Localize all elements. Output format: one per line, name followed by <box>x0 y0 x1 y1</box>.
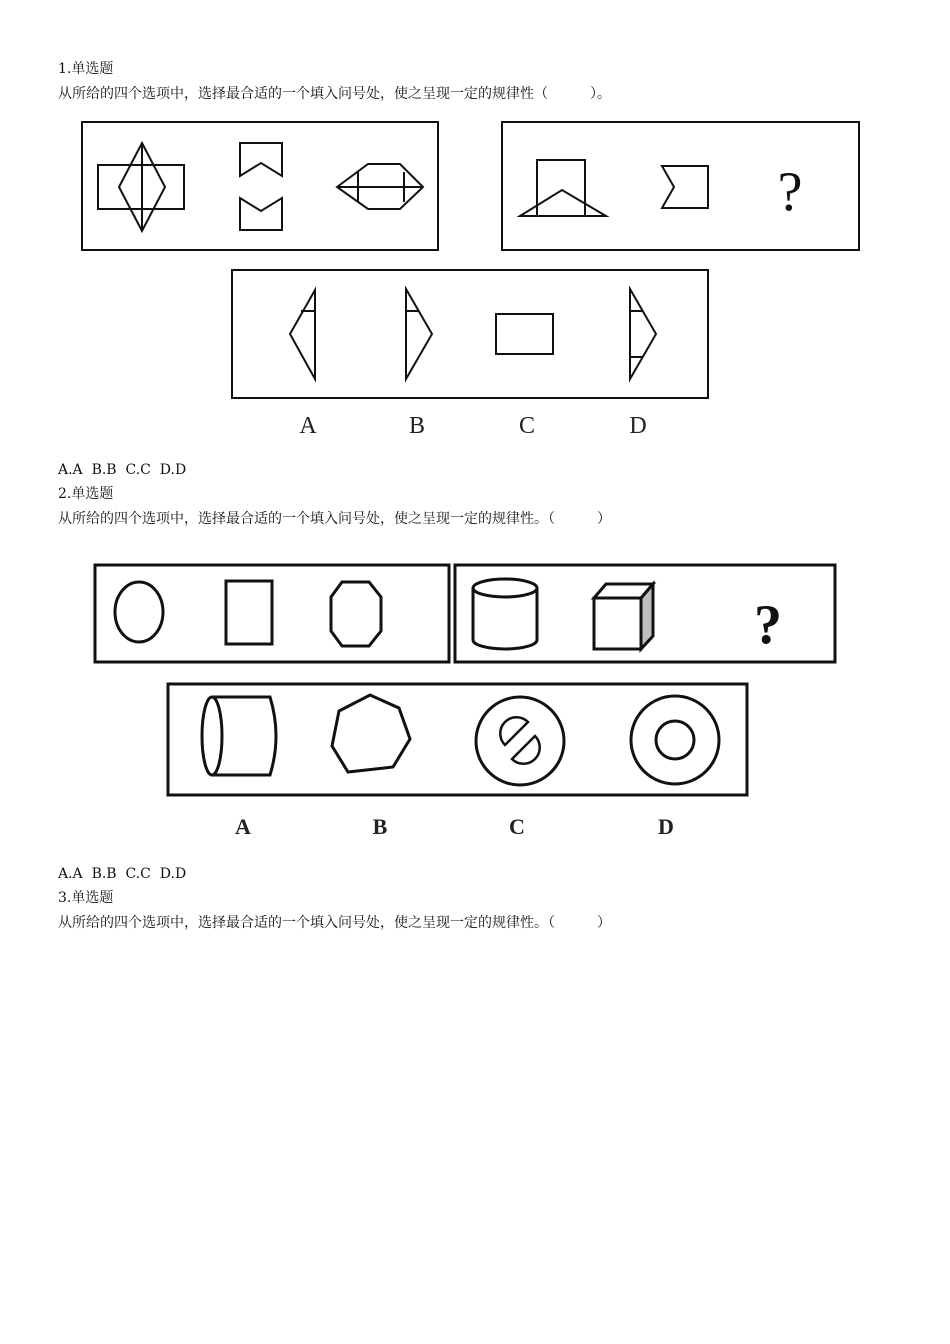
q1-shape-house-triangle <box>520 160 606 216</box>
q2-shape-cube <box>594 584 653 649</box>
q1-option-a-label: A <box>299 413 317 439</box>
q2-options-panel <box>168 684 747 795</box>
q2-option-b-label: B <box>372 814 388 839</box>
q2-title: 2.单选题 <box>58 486 114 502</box>
q1-shape-flag <box>662 166 708 208</box>
q2-choices: A.A B.B C.C D.D <box>58 866 187 882</box>
q3-prompt: 从所给的四个选项中，选择最合适的一个填入问号处，使之呈现一定的规律性。（ ） <box>58 915 611 931</box>
q2-shape-rectangle <box>226 581 272 644</box>
q1-options-panel <box>232 270 708 398</box>
q1-shape-notched-pair <box>240 143 282 230</box>
q1-option-b-shape <box>406 289 432 379</box>
q2-option-a-label: A <box>235 814 251 839</box>
q2-option-c-label: C <box>509 814 525 839</box>
q2-question-mark: ? <box>754 594 782 656</box>
q2-option-c-shape <box>476 697 564 785</box>
q1-option-d-shape <box>630 289 656 379</box>
q1-figure <box>0 110 950 440</box>
q2-shape-octagon <box>331 582 381 646</box>
q1-prompt: 从所给的四个选项中，选择最合适的一个填入问号处，使之呈现一定的规律性（ ）。 <box>58 86 611 102</box>
q2-option-d-shape <box>631 696 719 784</box>
q2-option-b-shape <box>332 695 410 772</box>
q2-figure <box>0 555 950 855</box>
q1-title: 1.单选题 <box>58 61 114 77</box>
q1-question-mark: ? <box>777 161 803 223</box>
q1-shape-rect-diamond <box>98 143 184 231</box>
q2-shape-ellipse <box>115 582 163 642</box>
q1-right-panel <box>502 122 859 250</box>
q2-shape-cylinder <box>473 579 537 649</box>
q2-prompt: 从所给的四个选项中，选择最合适的一个填入问号处，使之呈现一定的规律性。（ ） <box>58 511 611 527</box>
q1-option-a-shape <box>290 290 315 379</box>
q1-option-c-shape <box>496 314 553 354</box>
q1-shape-hexagon-lines <box>337 164 423 209</box>
q2-option-a-shape <box>202 697 276 775</box>
q2-option-d-label: D <box>658 814 674 839</box>
q1-option-d-label: D <box>629 413 647 439</box>
q1-option-b-label: B <box>408 413 426 439</box>
q1-option-c-label: C <box>518 413 536 439</box>
q1-choices: A.A B.B C.C D.D <box>58 462 187 478</box>
q3-title: 3.单选题 <box>58 890 114 906</box>
